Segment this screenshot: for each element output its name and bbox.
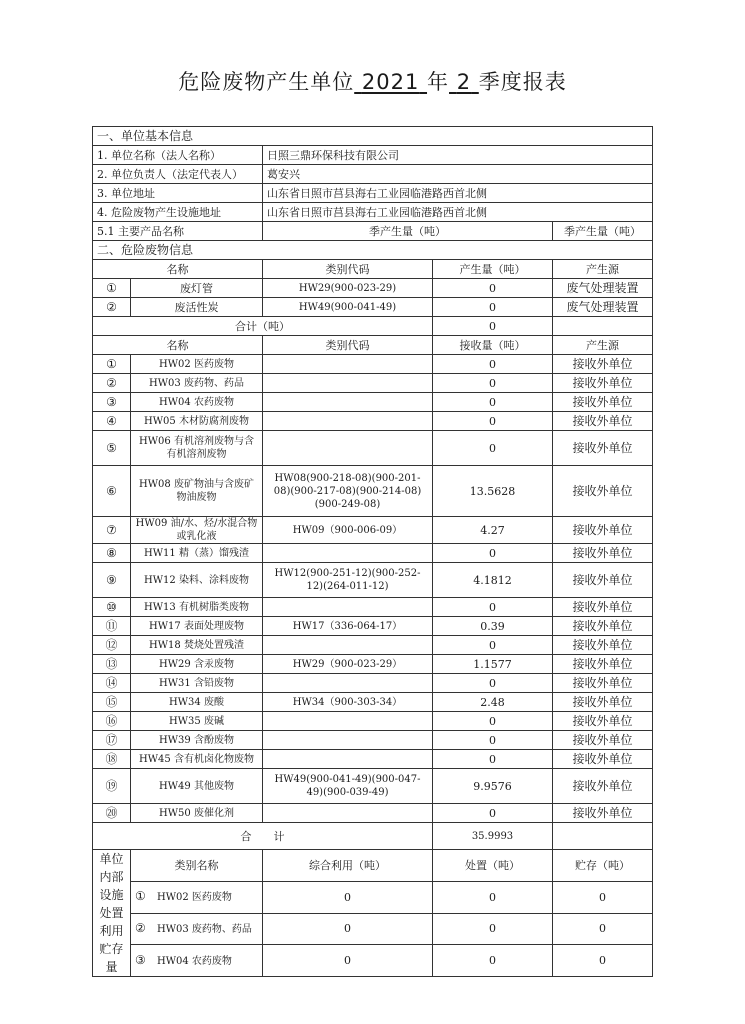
dispose-amount: 0 bbox=[433, 913, 553, 945]
waste-name: HW09 油/水、烃/水混合物或乳化液 bbox=[131, 517, 263, 544]
row-index: ② bbox=[93, 298, 131, 317]
category-code bbox=[263, 598, 433, 617]
column-header: 名称 bbox=[93, 336, 263, 355]
table-row bbox=[93, 279, 653, 298]
category-code bbox=[263, 393, 433, 412]
category-code: HW29(900-023-29) bbox=[263, 279, 433, 298]
table-row bbox=[93, 636, 653, 655]
table-row bbox=[93, 184, 653, 203]
amount: 0 bbox=[433, 804, 553, 823]
page-title: 危险废物产生单位 2021 年 2 季度报表 bbox=[178, 70, 567, 94]
source: 接收外单位 bbox=[553, 655, 653, 674]
total-label: 合计（吨） bbox=[93, 317, 433, 336]
source: 接收外单位 bbox=[553, 636, 653, 655]
use-amount: 0 bbox=[263, 913, 433, 945]
category-code bbox=[263, 431, 433, 466]
row-index: ⑯ bbox=[93, 712, 131, 731]
column-header: 产生量（吨） bbox=[433, 260, 553, 279]
field-label: 4. 危险废物产生设施地址 bbox=[93, 203, 263, 222]
total-label: 合 计 bbox=[93, 823, 433, 850]
amount: 0 bbox=[433, 731, 553, 750]
category-code bbox=[263, 412, 433, 431]
row-index: ⑰ bbox=[93, 731, 131, 750]
source: 废气处理装置 bbox=[553, 298, 653, 317]
source: 接收外单位 bbox=[553, 374, 653, 393]
row-index: ⑨ bbox=[93, 563, 131, 598]
source: 接收外单位 bbox=[553, 412, 653, 431]
waste-name: HW34 废酸 bbox=[131, 693, 263, 712]
source: 接收外单位 bbox=[553, 544, 653, 563]
waste-name bbox=[131, 881, 263, 913]
table-row bbox=[93, 260, 653, 279]
waste-name: HW04 农药废物 bbox=[131, 393, 263, 412]
table-row bbox=[93, 945, 653, 977]
amount: 2.48 bbox=[433, 693, 553, 712]
table-row bbox=[93, 750, 653, 769]
waste-name: HW02 医药废物 bbox=[131, 355, 263, 374]
waste-name: HW12 染料、涂料废物 bbox=[131, 563, 263, 598]
store-amount: 0 bbox=[553, 881, 653, 913]
source: 接收外单位 bbox=[553, 393, 653, 412]
waste-name: HW49 其他废物 bbox=[131, 769, 263, 804]
row-index: ⑦ bbox=[93, 517, 131, 544]
column-header: 类别名称 bbox=[131, 850, 263, 882]
source: 接收外单位 bbox=[553, 674, 653, 693]
field-value: 葛安兴 bbox=[263, 165, 653, 184]
empty-cell bbox=[553, 823, 653, 850]
category-code: HW34（900-303-34） bbox=[263, 693, 433, 712]
section-heading: 二、危险废物信息 bbox=[93, 241, 653, 260]
section-heading: 一、单位基本信息 bbox=[93, 127, 653, 146]
table-row bbox=[93, 655, 653, 674]
table-row bbox=[93, 412, 653, 431]
row-index: ① bbox=[135, 889, 146, 904]
category-code: HW08(900-218-08)(900-201-08)(900-217-08)(900-214-08)(900-249-08) bbox=[263, 466, 433, 517]
row-index: ⑮ bbox=[93, 693, 131, 712]
waste-name bbox=[131, 913, 263, 945]
table-row bbox=[93, 374, 653, 393]
field-value: 山东省日照市莒县海右工业园临港路西首北侧 bbox=[263, 203, 653, 222]
table-row bbox=[93, 393, 653, 412]
source: 接收外单位 bbox=[553, 431, 653, 466]
category-code bbox=[263, 750, 433, 769]
table-row bbox=[93, 617, 653, 636]
waste-name-text: HW04 农药废物 bbox=[157, 955, 232, 967]
column-header: 类别代码 bbox=[263, 260, 433, 279]
field-label: 3. 单位地址 bbox=[93, 184, 263, 203]
waste-name: HW35 废碱 bbox=[131, 712, 263, 731]
row-index: ① bbox=[93, 279, 131, 298]
store-amount: 0 bbox=[553, 945, 653, 977]
total-amount: 0 bbox=[433, 317, 553, 336]
amount: 4.27 bbox=[433, 517, 553, 544]
table-row bbox=[93, 804, 653, 823]
source: 废气处理装置 bbox=[553, 279, 653, 298]
source: 接收外单位 bbox=[553, 731, 653, 750]
table-row bbox=[93, 146, 653, 165]
amount: 13.5628 bbox=[433, 466, 553, 517]
table-row bbox=[93, 674, 653, 693]
source: 接收外单位 bbox=[553, 617, 653, 636]
source: 接收外单位 bbox=[553, 355, 653, 374]
category-code bbox=[263, 674, 433, 693]
table-row bbox=[93, 544, 653, 563]
table-row bbox=[93, 731, 653, 750]
column-header: 名称 bbox=[93, 260, 263, 279]
table-row bbox=[93, 127, 653, 146]
column-header: 产生源 bbox=[553, 260, 653, 279]
waste-name: HW13 有机树脂类废物 bbox=[131, 598, 263, 617]
source: 接收外单位 bbox=[553, 517, 653, 544]
amount: 0 bbox=[433, 298, 553, 317]
row-index: ⑩ bbox=[93, 598, 131, 617]
total-amount: 35.9993 bbox=[433, 823, 553, 850]
field-value: 山东省日照市莒县海右工业园临港路西首北侧 bbox=[263, 184, 653, 203]
table-row bbox=[93, 222, 653, 241]
column-header: 产生源 bbox=[553, 336, 653, 355]
row-index: ⑪ bbox=[93, 617, 131, 636]
table-row bbox=[93, 769, 653, 804]
category-code: HW49(900-041-49)(900-047-49)(900-039-49) bbox=[263, 769, 433, 804]
report-table bbox=[92, 126, 653, 977]
waste-name: 废活性炭 bbox=[131, 298, 263, 317]
waste-name-text: HW03 废药物、药品 bbox=[157, 923, 252, 935]
amount: 0 bbox=[433, 374, 553, 393]
table-row bbox=[93, 317, 653, 336]
column-header: 综合利用（吨） bbox=[263, 850, 433, 882]
table-row bbox=[93, 881, 653, 913]
source: 接收外单位 bbox=[553, 750, 653, 769]
category-code: HW09（900-006-09） bbox=[263, 517, 433, 544]
column-header: 类别代码 bbox=[263, 336, 433, 355]
table-row bbox=[93, 598, 653, 617]
field-label: 5.1 主要产品名称 bbox=[93, 222, 263, 241]
row-index: ④ bbox=[93, 412, 131, 431]
row-index: ⑳ bbox=[93, 804, 131, 823]
column-header: 季产生量（吨） bbox=[263, 222, 553, 241]
column-header: 季产生量（吨） bbox=[553, 222, 653, 241]
waste-name bbox=[131, 945, 263, 977]
waste-name: HW03 废药物、药品 bbox=[131, 374, 263, 393]
section-side-label: 单位内部设施处置利用贮存量 bbox=[93, 850, 131, 977]
amount: 0 bbox=[433, 674, 553, 693]
table-row bbox=[93, 203, 653, 222]
table-row bbox=[93, 712, 653, 731]
waste-name: 废灯管 bbox=[131, 279, 263, 298]
table-row bbox=[93, 431, 653, 466]
amount: 0 bbox=[433, 355, 553, 374]
table-row bbox=[93, 165, 653, 184]
source: 接收外单位 bbox=[553, 804, 653, 823]
table-row bbox=[93, 823, 653, 850]
row-index: ⑥ bbox=[93, 466, 131, 517]
category-code: HW29（900-023-29） bbox=[263, 655, 433, 674]
column-header: 处置（吨） bbox=[433, 850, 553, 882]
row-index: ⑲ bbox=[93, 769, 131, 804]
row-index: ⑱ bbox=[93, 750, 131, 769]
row-index: ① bbox=[93, 355, 131, 374]
waste-name: HW17 表面处理废物 bbox=[131, 617, 263, 636]
table-row bbox=[93, 517, 653, 544]
category-code bbox=[263, 374, 433, 393]
row-index: ⑭ bbox=[93, 674, 131, 693]
category-code bbox=[263, 731, 433, 750]
amount: 0.39 bbox=[433, 617, 553, 636]
category-code: HW17（336-064-17） bbox=[263, 617, 433, 636]
waste-name: HW50 废催化剂 bbox=[131, 804, 263, 823]
empty-cell bbox=[553, 317, 653, 336]
amount: 0 bbox=[433, 712, 553, 731]
amount: 0 bbox=[433, 412, 553, 431]
waste-name: HW29 含汞废物 bbox=[131, 655, 263, 674]
category-code bbox=[263, 804, 433, 823]
row-index: ③ bbox=[93, 393, 131, 412]
source: 接收外单位 bbox=[553, 466, 653, 517]
dispose-amount: 0 bbox=[433, 945, 553, 977]
field-label: 2. 单位负责人（法定代表人） bbox=[93, 165, 263, 184]
category-code: HW12(900-251-12)(900-252-12)(264-011-12) bbox=[263, 563, 433, 598]
amount: 1.1577 bbox=[433, 655, 553, 674]
row-index: ⑧ bbox=[93, 544, 131, 563]
row-index: ⑤ bbox=[93, 431, 131, 466]
amount: 0 bbox=[433, 279, 553, 298]
row-index: ⑫ bbox=[93, 636, 131, 655]
amount: 0 bbox=[433, 431, 553, 466]
table-row bbox=[93, 913, 653, 945]
source: 接收外单位 bbox=[553, 598, 653, 617]
category-code bbox=[263, 636, 433, 655]
amount: 0 bbox=[433, 598, 553, 617]
table-row bbox=[93, 850, 653, 882]
column-header: 贮存（吨） bbox=[553, 850, 653, 882]
source: 接收外单位 bbox=[553, 712, 653, 731]
row-index: ② bbox=[93, 374, 131, 393]
row-index: ③ bbox=[135, 952, 146, 967]
table-row bbox=[93, 298, 653, 317]
source: 接收外单位 bbox=[553, 563, 653, 598]
waste-name: HW11 精（蒸）馏残渣 bbox=[131, 544, 263, 563]
field-label: 1. 单位名称（法人名称） bbox=[93, 146, 263, 165]
use-amount: 0 bbox=[263, 945, 433, 977]
waste-name: HW45 含有机卤化物废物 bbox=[131, 750, 263, 769]
waste-name-text: HW02 医药废物 bbox=[157, 892, 232, 904]
table-row bbox=[93, 355, 653, 374]
amount: 0 bbox=[433, 544, 553, 563]
table-row bbox=[93, 563, 653, 598]
category-code bbox=[263, 712, 433, 731]
source: 接收外单位 bbox=[553, 693, 653, 712]
amount: 0 bbox=[433, 393, 553, 412]
waste-name: HW06 有机溶剂废物与含有机溶剂废物 bbox=[131, 431, 263, 466]
waste-name: HW31 含铅废物 bbox=[131, 674, 263, 693]
waste-name: HW18 焚烧处置残渣 bbox=[131, 636, 263, 655]
category-code bbox=[263, 544, 433, 563]
waste-name: HW39 含酚废物 bbox=[131, 731, 263, 750]
row-index: ② bbox=[135, 920, 146, 935]
amount: 0 bbox=[433, 750, 553, 769]
table-row bbox=[93, 693, 653, 712]
category-code: HW49(900-041-49) bbox=[263, 298, 433, 317]
table-row bbox=[93, 241, 653, 260]
use-amount: 0 bbox=[263, 881, 433, 913]
waste-name: HW05 木材防腐剂废物 bbox=[131, 412, 263, 431]
store-amount: 0 bbox=[553, 913, 653, 945]
row-index: ⑬ bbox=[93, 655, 131, 674]
source: 接收外单位 bbox=[553, 769, 653, 804]
amount: 4.1812 bbox=[433, 563, 553, 598]
dispose-amount: 0 bbox=[433, 881, 553, 913]
column-header: 接收量（吨） bbox=[433, 336, 553, 355]
amount: 9.9576 bbox=[433, 769, 553, 804]
field-value: 日照三鼎环保科技有限公司 bbox=[263, 146, 653, 165]
waste-name: HW08 废矿物油与含废矿物油废物 bbox=[131, 466, 263, 517]
table-row bbox=[93, 466, 653, 517]
table-row bbox=[93, 336, 653, 355]
category-code bbox=[263, 355, 433, 374]
amount: 0 bbox=[433, 636, 553, 655]
